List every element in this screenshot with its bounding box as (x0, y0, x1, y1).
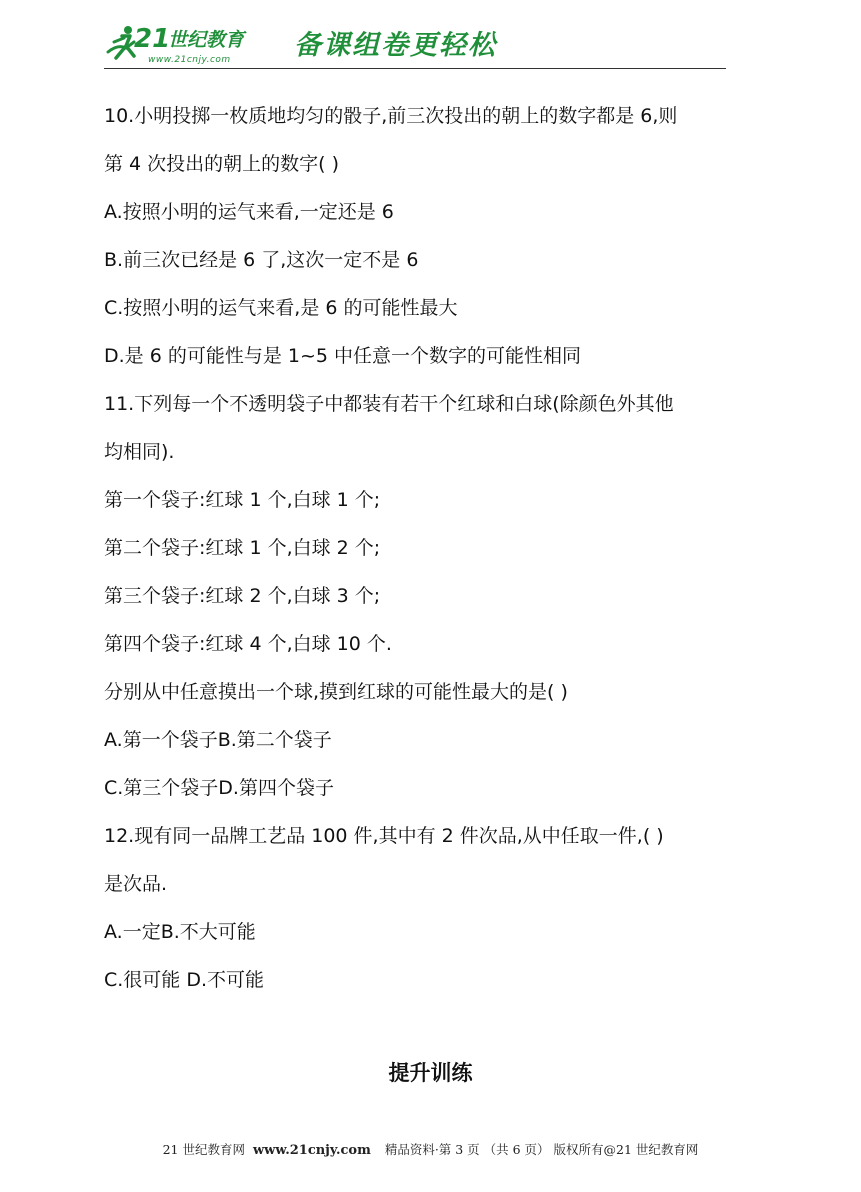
q11-bag-3: 第三个袋子:红球 2 个,白球 3 个; (104, 585, 381, 607)
q11-bag-1: 第一个袋子:红球 1 个,白球 1 个; (104, 489, 381, 511)
q12-options-ab: A.一定B.不大可能 (104, 921, 256, 943)
q12-stem-line-2: 是次品. (104, 873, 168, 895)
q11-bag-2: 第二个袋子:红球 1 个,白球 2 个; (104, 537, 381, 559)
q12-options-cd: C.很可能 D.不可能 (104, 969, 265, 991)
page-footer (0, 1140, 861, 1158)
logo-brand-text: 世纪教育 (168, 29, 245, 51)
q11-stem-line-2: 均相同). (104, 441, 175, 463)
page-header (104, 22, 726, 70)
q10-stem-line-1: 10.小明投掷一枚质地均匀的骰子,前三次投出的朝上的数字都是 6,则 (104, 105, 678, 127)
q10-option-c: C.按照小明的运气来看,是 6 的可能性最大 (104, 297, 458, 319)
q10-option-d: D.是 6 的可能性与是 1~5 中任意一个数字的可能性相同 (104, 345, 582, 367)
logo-number: 21 (134, 24, 171, 54)
footer-right-text: 精品资料·第 3 页 （共 6 页） 版权所有@21 世纪教育网 (384, 1142, 699, 1157)
question-content (104, 92, 764, 1004)
section-title: 提升训练 (388, 1061, 473, 1085)
q10-option-a: A.按照小明的运气来看,一定还是 6 (104, 201, 394, 223)
q12-stem-line-1: 12.现有同一品牌工艺品 100 件,其中有 2 件次品,从中任取一件,( ) (104, 825, 664, 847)
q11-stem-line-1: 11.下列每一个不透明袋子中都装有若干个红球和白球(除颜色外其他 (104, 393, 674, 415)
footer-left-text: 21 世纪教育网 (162, 1142, 245, 1157)
q10-stem-line-2: 第 4 次投出的朝上的数字( ) (104, 153, 340, 175)
logo-url-text: www.21cnjy.com (148, 55, 231, 65)
header-slogan: 备课组卷更轻松 (294, 30, 497, 61)
footer-url: www.21cnjy.com (252, 1143, 371, 1158)
q11-options-ab: A.第一个袋子B.第二个袋子 (104, 729, 332, 751)
q11-options-cd: C.第三个袋子D.第四个袋子 (104, 777, 334, 799)
q11-question: 分别从中任意摸出一个球,摸到红球的可能性最大的是( ) (104, 681, 568, 703)
header-divider (104, 68, 726, 69)
q11-bag-4: 第四个袋子:红球 4 个,白球 10 个. (104, 633, 392, 655)
q10-option-b: B.前三次已经是 6 了,这次一定不是 6 (104, 249, 419, 271)
